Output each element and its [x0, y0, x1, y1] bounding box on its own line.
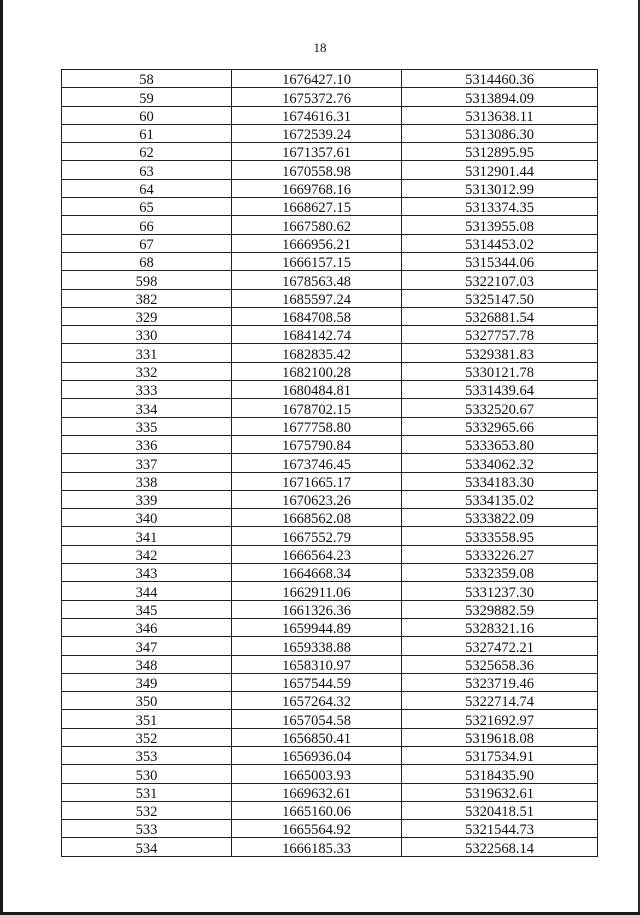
- point-number-cell: 330: [62, 326, 232, 344]
- x-coordinate-cell: 1673746.45: [232, 454, 402, 472]
- point-number-cell: 333: [62, 381, 232, 399]
- page-number: 18: [313, 40, 327, 55]
- point-number-cell: 530: [62, 765, 232, 783]
- x-coordinate-cell: 1678563.48: [232, 271, 402, 289]
- y-coordinate-cell: 5319632.61: [402, 783, 598, 801]
- point-number-cell: 346: [62, 618, 232, 636]
- y-coordinate-cell: 5334183.30: [402, 472, 598, 490]
- point-number-cell: 338: [62, 472, 232, 490]
- table-row: [62, 106, 598, 124]
- point-number-cell: 339: [62, 490, 232, 508]
- y-coordinate-cell: 5314460.36: [402, 70, 598, 88]
- point-number-cell: 382: [62, 289, 232, 307]
- y-coordinate-cell: 5312901.44: [402, 161, 598, 179]
- x-coordinate-cell: 1668627.15: [232, 198, 402, 216]
- y-coordinate-cell: 5325147.50: [402, 289, 598, 307]
- x-coordinate-cell: 1657544.59: [232, 673, 402, 691]
- x-coordinate-cell: 1670623.26: [232, 490, 402, 508]
- table-row: [62, 344, 598, 362]
- x-coordinate-cell: 1662911.06: [232, 582, 402, 600]
- x-coordinate-cell: 1666185.33: [232, 838, 402, 856]
- x-coordinate-cell: 1659944.89: [232, 618, 402, 636]
- point-number-cell: 531: [62, 783, 232, 801]
- y-coordinate-cell: 5333822.09: [402, 509, 598, 527]
- point-number-cell: 62: [62, 143, 232, 161]
- point-number-cell: 331: [62, 344, 232, 362]
- y-coordinate-cell: 5313638.11: [402, 106, 598, 124]
- table-row: [62, 545, 598, 563]
- point-number-cell: 61: [62, 124, 232, 142]
- point-number-cell: 332: [62, 362, 232, 380]
- table-row: [62, 509, 598, 527]
- table-row: [62, 234, 598, 252]
- y-coordinate-cell: 5315344.06: [402, 252, 598, 270]
- point-number-cell: 534: [62, 838, 232, 856]
- x-coordinate-cell: 1677758.80: [232, 417, 402, 435]
- y-coordinate-cell: 5322107.03: [402, 271, 598, 289]
- x-coordinate-cell: 1682835.42: [232, 344, 402, 362]
- point-number-cell: 351: [62, 710, 232, 728]
- x-coordinate-cell: 1656936.04: [232, 746, 402, 764]
- y-coordinate-cell: 5334062.32: [402, 454, 598, 472]
- y-coordinate-cell: 5329882.59: [402, 600, 598, 618]
- y-coordinate-cell: 5313012.99: [402, 179, 598, 197]
- point-number-cell: 352: [62, 728, 232, 746]
- point-number-cell: 353: [62, 746, 232, 764]
- table-row: [62, 618, 598, 636]
- table-row: [62, 326, 598, 344]
- y-coordinate-cell: 5326881.54: [402, 307, 598, 325]
- table-row: [62, 435, 598, 453]
- point-number-cell: 335: [62, 417, 232, 435]
- y-coordinate-cell: 5319618.08: [402, 728, 598, 746]
- x-coordinate-cell: 1675372.76: [232, 88, 402, 106]
- point-number-cell: 336: [62, 435, 232, 453]
- x-coordinate-cell: 1666564.23: [232, 545, 402, 563]
- x-coordinate-cell: 1658310.97: [232, 655, 402, 673]
- y-coordinate-cell: 5317534.91: [402, 746, 598, 764]
- point-number-cell: 344: [62, 582, 232, 600]
- table-row: [62, 307, 598, 325]
- table-row: [62, 88, 598, 106]
- table-row: [62, 70, 598, 88]
- table-row: [62, 820, 598, 838]
- y-coordinate-cell: 5332965.66: [402, 417, 598, 435]
- y-coordinate-cell: 5321544.73: [402, 820, 598, 838]
- table-row: [62, 362, 598, 380]
- table-row: [62, 381, 598, 399]
- table-row: [62, 600, 598, 618]
- x-coordinate-cell: 1661326.36: [232, 600, 402, 618]
- x-coordinate-cell: 1676427.10: [232, 70, 402, 88]
- table-row: [62, 527, 598, 545]
- table-row: [62, 216, 598, 234]
- table-row: [62, 673, 598, 691]
- point-number-cell: 342: [62, 545, 232, 563]
- x-coordinate-cell: 1669632.61: [232, 783, 402, 801]
- point-number-cell: 337: [62, 454, 232, 472]
- x-coordinate-cell: 1670558.98: [232, 161, 402, 179]
- point-number-cell: 533: [62, 820, 232, 838]
- coordinates-table-body: [62, 70, 598, 857]
- table-row: [62, 124, 598, 142]
- table-row: [62, 710, 598, 728]
- point-number-cell: 334: [62, 399, 232, 417]
- x-coordinate-cell: 1668562.08: [232, 509, 402, 527]
- point-number-cell: 598: [62, 271, 232, 289]
- y-coordinate-cell: 5330121.78: [402, 362, 598, 380]
- y-coordinate-cell: 5332520.67: [402, 399, 598, 417]
- x-coordinate-cell: 1671357.61: [232, 143, 402, 161]
- y-coordinate-cell: 5334135.02: [402, 490, 598, 508]
- table-row: [62, 161, 598, 179]
- x-coordinate-cell: 1675790.84: [232, 435, 402, 453]
- x-coordinate-cell: 1682100.28: [232, 362, 402, 380]
- table-row: [62, 490, 598, 508]
- x-coordinate-cell: 1667552.79: [232, 527, 402, 545]
- table-row: [62, 198, 598, 216]
- table-row: [62, 838, 598, 856]
- scan-edge-left: [0, 0, 3, 915]
- table-row: [62, 655, 598, 673]
- y-coordinate-cell: 5313374.35: [402, 198, 598, 216]
- point-number-cell: 345: [62, 600, 232, 618]
- x-coordinate-cell: 1678702.15: [232, 399, 402, 417]
- y-coordinate-cell: 5313955.08: [402, 216, 598, 234]
- y-coordinate-cell: 5328321.16: [402, 618, 598, 636]
- x-coordinate-cell: 1666956.21: [232, 234, 402, 252]
- x-coordinate-cell: 1659338.88: [232, 637, 402, 655]
- table-row: [62, 801, 598, 819]
- table-row: [62, 271, 598, 289]
- point-number-cell: 59: [62, 88, 232, 106]
- point-number-cell: 347: [62, 637, 232, 655]
- y-coordinate-cell: 5318435.90: [402, 765, 598, 783]
- y-coordinate-cell: 5313086.30: [402, 124, 598, 142]
- point-number-cell: 329: [62, 307, 232, 325]
- table-row: [62, 417, 598, 435]
- y-coordinate-cell: 5332359.08: [402, 564, 598, 582]
- y-coordinate-cell: 5331237.30: [402, 582, 598, 600]
- y-coordinate-cell: 5312895.95: [402, 143, 598, 161]
- y-coordinate-cell: 5329381.83: [402, 344, 598, 362]
- y-coordinate-cell: 5333653.80: [402, 435, 598, 453]
- table-row: [62, 472, 598, 490]
- y-coordinate-cell: 5333226.27: [402, 545, 598, 563]
- y-coordinate-cell: 5322714.74: [402, 692, 598, 710]
- table-row: [62, 399, 598, 417]
- table-row: [62, 582, 598, 600]
- y-coordinate-cell: 5325658.36: [402, 655, 598, 673]
- point-number-cell: 350: [62, 692, 232, 710]
- point-number-cell: 58: [62, 70, 232, 88]
- x-coordinate-cell: 1667580.62: [232, 216, 402, 234]
- y-coordinate-cell: 5320418.51: [402, 801, 598, 819]
- x-coordinate-cell: 1674616.31: [232, 106, 402, 124]
- y-coordinate-cell: 5314453.02: [402, 234, 598, 252]
- table-row: [62, 637, 598, 655]
- x-coordinate-cell: 1657264.32: [232, 692, 402, 710]
- x-coordinate-cell: 1666157.15: [232, 252, 402, 270]
- point-number-cell: 65: [62, 198, 232, 216]
- point-number-cell: 343: [62, 564, 232, 582]
- x-coordinate-cell: 1669768.16: [232, 179, 402, 197]
- table-row: [62, 564, 598, 582]
- x-coordinate-cell: 1665003.93: [232, 765, 402, 783]
- table-row: [62, 728, 598, 746]
- point-number-cell: 348: [62, 655, 232, 673]
- x-coordinate-cell: 1672539.24: [232, 124, 402, 142]
- y-coordinate-cell: 5313894.09: [402, 88, 598, 106]
- point-number-cell: 349: [62, 673, 232, 691]
- point-number-cell: 340: [62, 509, 232, 527]
- coordinates-table: [61, 69, 598, 857]
- y-coordinate-cell: 5333558.95: [402, 527, 598, 545]
- x-coordinate-cell: 1665564.92: [232, 820, 402, 838]
- y-coordinate-cell: 5322568.14: [402, 838, 598, 856]
- point-number-cell: 66: [62, 216, 232, 234]
- x-coordinate-cell: 1657054.58: [232, 710, 402, 728]
- table-row: [62, 179, 598, 197]
- x-coordinate-cell: 1665160.06: [232, 801, 402, 819]
- x-coordinate-cell: 1656850.41: [232, 728, 402, 746]
- table-row: [62, 692, 598, 710]
- point-number-cell: 67: [62, 234, 232, 252]
- point-number-cell: 60: [62, 106, 232, 124]
- x-coordinate-cell: 1684708.58: [232, 307, 402, 325]
- x-coordinate-cell: 1671665.17: [232, 472, 402, 490]
- y-coordinate-cell: 5331439.64: [402, 381, 598, 399]
- x-coordinate-cell: 1685597.24: [232, 289, 402, 307]
- y-coordinate-cell: 5327472.21: [402, 637, 598, 655]
- point-number-cell: 63: [62, 161, 232, 179]
- x-coordinate-cell: 1664668.34: [232, 564, 402, 582]
- table-row: [62, 746, 598, 764]
- point-number-cell: 341: [62, 527, 232, 545]
- y-coordinate-cell: 5321692.97: [402, 710, 598, 728]
- table-row: [62, 143, 598, 161]
- x-coordinate-cell: 1684142.74: [232, 326, 402, 344]
- table-row: [62, 765, 598, 783]
- x-coordinate-cell: 1680484.81: [232, 381, 402, 399]
- table-row: [62, 252, 598, 270]
- y-coordinate-cell: 5323719.46: [402, 673, 598, 691]
- table-row: [62, 783, 598, 801]
- y-coordinate-cell: 5327757.78: [402, 326, 598, 344]
- point-number-cell: 64: [62, 179, 232, 197]
- point-number-cell: 532: [62, 801, 232, 819]
- table-row: [62, 454, 598, 472]
- table-row: [62, 289, 598, 307]
- point-number-cell: 68: [62, 252, 232, 270]
